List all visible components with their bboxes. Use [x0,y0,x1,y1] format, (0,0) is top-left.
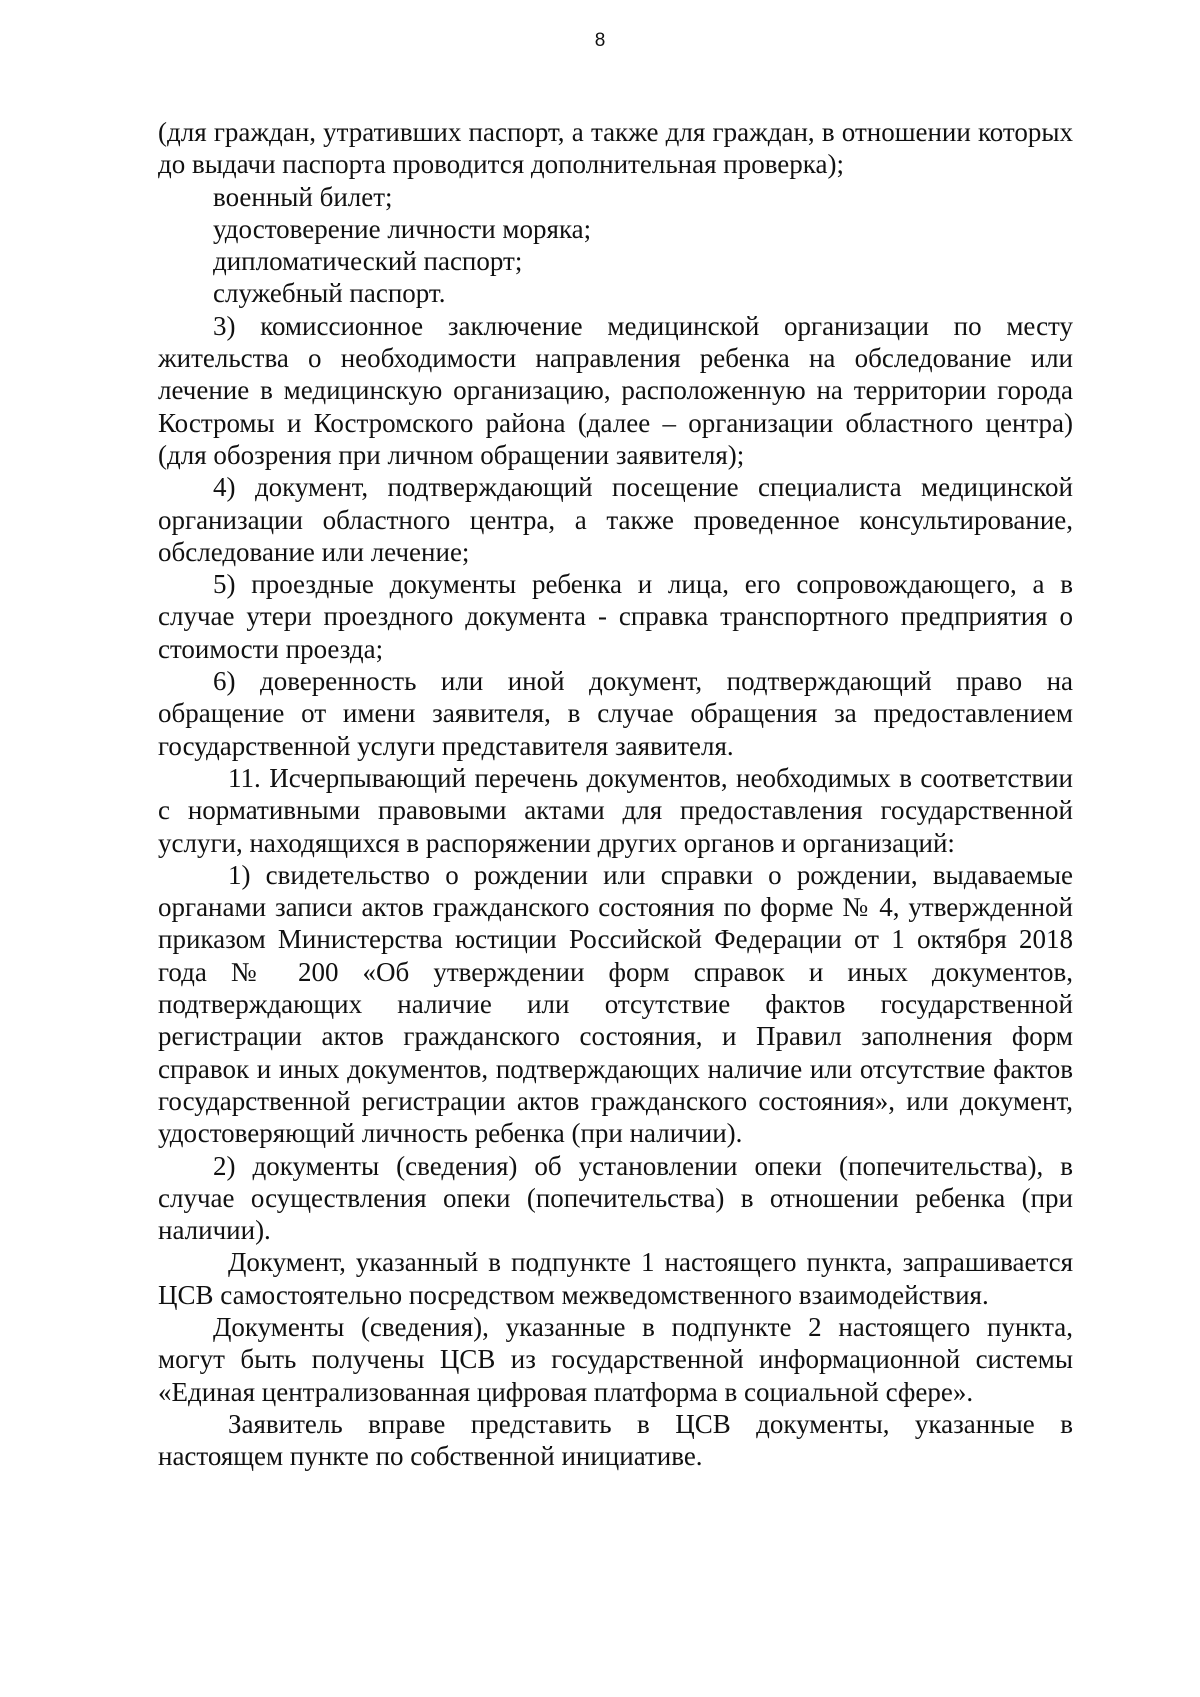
paragraph-document-request: Документ, указанный в подпункте 1 настоящего пункта, запрашивается ЦСВ самостоятельно посредством межведомственного взаимодействия. [158,1247,1073,1310]
section-11-item-1: 1) свидетельство о рождении или справки о рождении, выдаваемые органами записи актов гражданского состояния по форме № 4, утвержденной приказом Министерства юстиции Российской Федерации от 1 октября 2018 года № 200 «Об утверждении форм справок и иных документов, подтверждающих наличие или отсутствие фактов государственной регистрации актов гражданского состояния, и Правил заполнения форм справок и иных документов, подтверждающих наличие или отсутствие фактов государственной регистрации актов гражданского состояния», или документ, удостоверяющий личность ребенка (при наличии). [158,859,1073,1149]
page-number: 8 [594,30,606,51]
paragraph-applicant-right: Заявитель вправе представить в ЦСВ документы, указанные в настоящем пункте по собственной инициативе. [158,1408,1073,1472]
paragraph-item-6: 6) доверенность или иной документ, подтверждающий право на обращение от имени заявителя, в случае обращения за предоставлением государственной услуги представителя заявителя. [158,666,1073,761]
paragraph-item-4: 4) документ, подтверждающий посещение специалиста медицинской организации областного центра, а также проведенное консультирование, обследование или лечение; [158,472,1073,567]
document-body [158,116,1073,1472]
list-item-seaman-id: удостоверение личности моряка; [213,213,592,244]
section-11-item-2: 2) документы (сведения) об установлении опеки (попечительства), в случае осуществления опеки (попечительства) в отношении ребенка (при наличии). [158,1150,1073,1246]
paragraph-documents-gis: Документы (сведения), указанные в подпункте 2 настоящего пункта, могут быть получены ЦСВ из государственной информационной системы «Единая централизованная цифровая платформа в социальной сфере». [158,1311,1073,1407]
list-item-diplomatic-passport: дипломатический паспорт; [213,246,523,277]
list-item-service-passport: служебный паспорт. [213,278,446,309]
paragraph-item-5: 5) проездные документы ребенка и лица, его сопровождающего, а в случае утери проездного документа - справка транспортного предприятия о стоимости проезда; [158,569,1073,664]
section-11-heading: 11. Исчерпывающий перечень документов, необходимых в соответствии с нормативными правовыми актами для предоставления государственной услуги, находящихся в распоряжении других органов и организаций: [158,762,1073,858]
paragraph-item-3: 3) комиссионное заключение медицинской организации по месту жительства о необходимости направления ребенка на обследование или лечение в медицинскую организацию, расположенную на территории города Костромы и Костромского района (далее – организации областного центра) (для обозрения при личном обращении заявителя); [158,310,1073,470]
paragraph-passport-continuation: (для граждан, утративших паспорт, а также для граждан, в отношении которых до выдачи паспорта проводится дополнительная проверка); [158,117,1073,180]
list-item-military-id: военный билет; [213,181,393,212]
